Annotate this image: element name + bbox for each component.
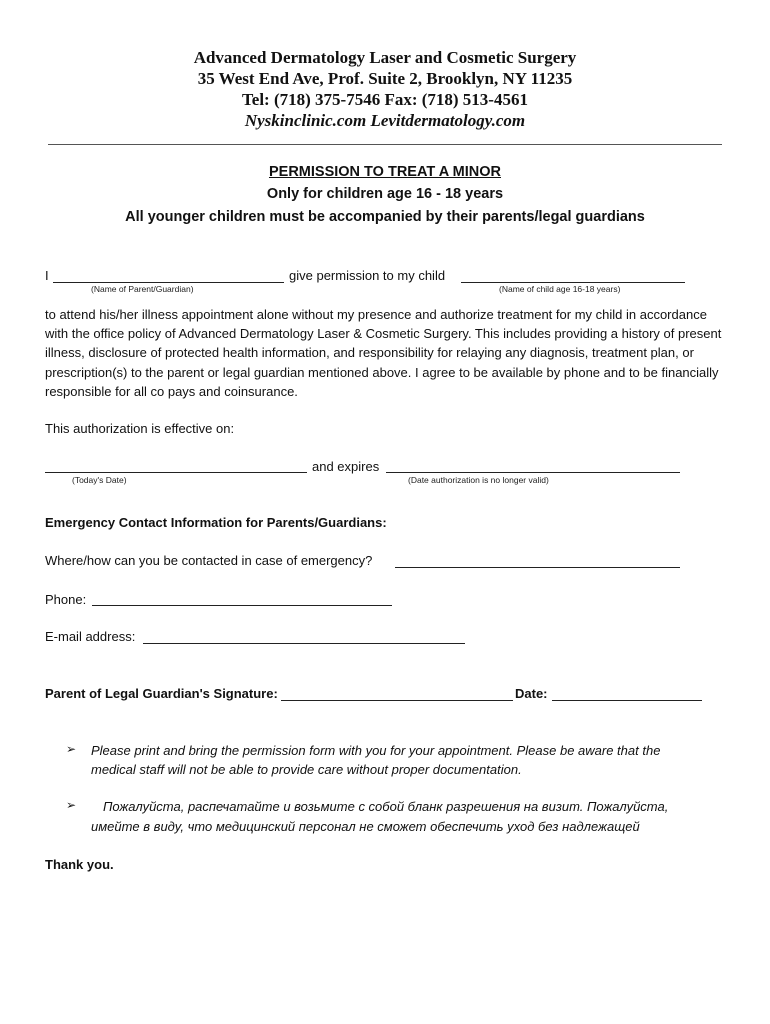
note-russian-line2: имейте в виду, что медицинский персонал не сможет обеспечить уход без надлежащей <box>91 819 640 834</box>
signature-label: Parent of Legal Guardian's Signature: <box>45 686 278 701</box>
age-note: Only for children age 16 - 18 years <box>266 186 504 202</box>
permission-prefix: I <box>45 268 49 283</box>
phone-label: Phone: <box>45 592 87 607</box>
expire-date-caption: (Date authorization is no longer valid) <box>408 475 549 485</box>
practice-websites: Nyskinclinic.com Levitdermatology.com <box>244 111 526 130</box>
emergency-where-field[interactable] <box>395 567 680 568</box>
form-title: PERMISSION TO TREAT A MINOR <box>268 164 501 180</box>
child-name-field[interactable] <box>461 282 685 283</box>
permission-middle: give permission to my child <box>289 268 446 283</box>
today-date-caption: (Today's Date) <box>72 475 127 485</box>
today-date-field[interactable] <box>45 472 307 473</box>
permission-body: to attend his/her illness appointment alone without my presence and authorize treatment for my child in accordance with the office policy of Advanced Dermatology Laser & Cosmetic Surgery. This includes providing a history of present illness, disclosure of protected health information, and responsibility for relaying any diagnosis, treatment plan, or prescription(s) to the parent or legal guardian mentioned above. I agree to be available by phone and to be financially responsible for all co pays and coinsurance. <box>45 307 722 399</box>
header-divider <box>48 144 722 145</box>
parent-name-field[interactable] <box>53 282 284 283</box>
arrow-bullet-icon: ➢ <box>66 798 77 812</box>
practice-address: 35 West End Ave, Prof. Suite 2, Brooklyn, NY 11235 <box>197 69 573 88</box>
email-field[interactable] <box>143 643 465 644</box>
closing-text: Thank you. <box>45 857 114 872</box>
note-english-line1: Please print and bring the permission form with you for your appointment. Please be aware that the <box>91 743 661 758</box>
note-english-line2: medical staff will not be able to provide care without proper documentation. <box>91 762 522 777</box>
parent-name-caption: (Name of Parent/Guardian) <box>91 284 194 294</box>
practice-name: Advanced Dermatology Laser and Cosmetic Surgery <box>193 48 577 67</box>
arrow-bullet-icon: ➢ <box>66 742 77 756</box>
phone-field[interactable] <box>92 605 392 606</box>
expire-date-field[interactable] <box>386 472 680 473</box>
signature-field[interactable] <box>281 700 513 701</box>
effective-label: This authorization is effective on: <box>45 421 235 436</box>
note-russian-line1: Пожалуйста, распечатайте и возьмите с собой бланк разрешения на визит. Пожалуйста, <box>103 799 669 814</box>
and-expires-label: and expires <box>312 459 380 474</box>
child-name-caption: (Name of child age 16-18 years) <box>499 284 621 294</box>
emergency-where-label: Where/how can you be contacted in case of emergency? <box>45 553 373 568</box>
email-label: E-mail address: <box>45 629 136 644</box>
practice-phones: Tel: (718) 375-7546 Fax: (718) 513-4561 <box>242 90 528 109</box>
signature-date-label: Date: <box>515 686 548 701</box>
younger-note: All younger children must be accompanied by their parents/legal guardians <box>125 209 645 225</box>
signature-date-field[interactable] <box>552 700 702 701</box>
emergency-heading: Emergency Contact Information for Parents/Guardians: <box>45 515 387 530</box>
